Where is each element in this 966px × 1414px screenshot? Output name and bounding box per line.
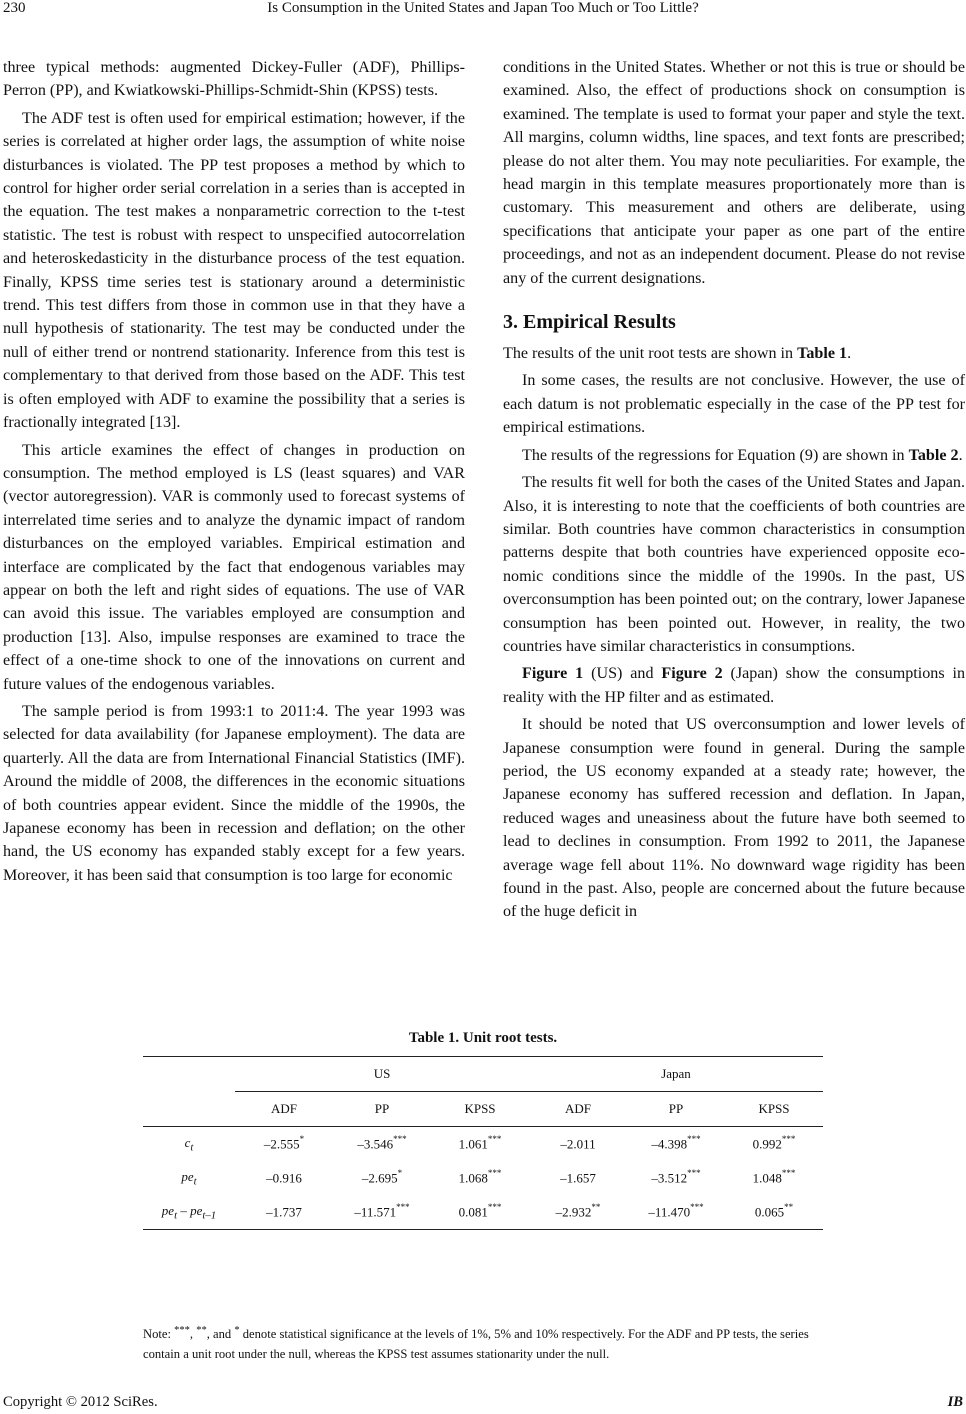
paragraph: In some cases, the results are not conclusive. However, the use of each datum is not problematic especially in the case of the PP test for empirical estimations. [503, 372, 965, 437]
group-us: US [235, 1057, 529, 1092]
column-header: PP [333, 1092, 431, 1127]
column-header: KPSS [431, 1092, 529, 1127]
table-cell: 0.992*** [725, 1127, 823, 1162]
page-header [0, 0, 966, 22]
table-cell: –11.571*** [333, 1195, 431, 1230]
paragraph: The ADF test is often used for empirical estimation; however, if the series is correlated at higher order lags, the assumption of white noise disturbances is violated. The PP test proposes a method by which to control for higher order serial correlation in a series than is accepted in the equation. The test makes a nonparametric correction to the t-test statistic. The test is robust with respect to unspecified autocorrelation and heteroskedasticity in the disturbance process of the test equation. Finally, KPSS time series test is stationary around a deterministic trend. This test differs from those in common use in that they have a null hypothesis of stationarity. The test may be conducted under the null of either trend or nontrend stationarity. Inference from this test is complementary to that derived from those based on the ADF. This test is often employed with ADF to examine the possibility that a series is fractionally integrated [13]. [3, 109, 465, 432]
table-cell: 0.065** [725, 1195, 823, 1230]
table-reference: Table 2 [908, 446, 959, 464]
figure-reference: Figure 2 [661, 665, 723, 683]
paragraph: three typical methods: augmented Dickey-Fuller (ADF), Phillips-Perron (PP), and Kwiatkowski-Phillips-Schmidt-Shin (KPSS) tests. [3, 59, 465, 100]
table-row [143, 1195, 823, 1230]
column-header: KPSS [725, 1092, 823, 1127]
column-header: ADF [235, 1092, 333, 1127]
running-title: Is Consumption in the United States and Japan Too Much or Too Little? [267, 0, 699, 16]
table-cell: –1.737 [235, 1195, 333, 1230]
journal-abbreviation: IB [947, 1394, 963, 1410]
table-cell: –4.398*** [627, 1127, 725, 1162]
paragraph: The results of the regressions for Equation (9) are shown in Table 2. [522, 446, 963, 464]
column-header: PP [627, 1092, 725, 1127]
row-label: $pe_t$ [181, 1168, 197, 1188]
section-heading: 3. Empirical Results [503, 311, 676, 334]
table-cell: –0.916 [266, 1170, 302, 1186]
paragraph: This article examines the effect of changes in production on consumption. The method employed is LS (least squares) and VAR (vector autoregression). VAR is commonly used to forecast systems of interrelated time series and to analyze the dynamic impact of random disturbances on the employed variables. Empirical estimation and interface are complicated by the fact that endogenous variables may appear on both the left and right sides of equations. The use of VAR can avoid this issue. The variables employed are consumption and production [13]. Also, impulse responses are examined to trace the effect of a one-time shock to one of the innovations on current and future values of the endogenous variables. [3, 441, 465, 693]
table-caption: Table 1. Unit root tests. [408, 1030, 558, 1046]
left-column [3, 56, 465, 891]
paragraph: Figure 1 (US) and Figure 2 (Japan) show the consumptions in reality with the HP filter and as estimated. [503, 665, 965, 706]
paragraph: conditions in the United States. Whether or not this is true or should be examined. Also, the effect of productions shock on consumption is examined. The template is used to format your paper and style the text. All margins, column widths, line spaces, and text fonts are prescribed; please do not alter them. You may note peculiarities. For example, the head margin in this template measures proportionately more than is customary. This measurement and others are deliberate, using specifications that anticipate your paper as one part of the entire proceedings, and not as an independent document. Please do not revise any of the current designations. [503, 59, 965, 287]
table-cell: –2.011 [529, 1127, 627, 1162]
table-cell: 1.048*** [752, 1168, 796, 1186]
table-cell: –3.546*** [333, 1127, 431, 1162]
page-footer [3, 1394, 963, 1411]
table-reference: Table 1 [797, 345, 848, 363]
paragraph: It should be noted that US overconsumption and lower levels of Japanese consumption were found in general. During the sample period, the US economy expanded at a steady rate; however, the Japanese economy has suffered recession and deflation. In Japan, reduced wages and uneasiness about the future have both seemed to lead to declines in consumption. From 1992 to 2011, the Japanese average wage fell about 11%. No downward wage rigidity has been found in the past. Also, people are concerned about the future because of the huge deficit in [503, 716, 965, 921]
paragraph: The results fit well for both the cases of the United States and Japan. Also, it is interesting to note that the coefficients of both countries are similar. Both countries have common characteristics in consumption patterns despite that both countries have experienced opposite economic conditions since the middle of the 1990s. In the past, US overconsumption has been pointed out; on the contrary, lower Japanese consumption has been pointed out. However, in reality, the two countries have similar characteristics in consumptions. [503, 474, 965, 655]
figure-reference: Figure 1 [522, 665, 584, 683]
table-group-header [143, 1057, 823, 1092]
table-cell: –2.555* [235, 1127, 333, 1162]
page-number: 230 [3, 0, 26, 16]
table-cell: –11.470*** [627, 1195, 725, 1230]
column-header: ADF [529, 1092, 627, 1127]
paragraph: The sample period is from 1993:1 to 2011:4. The year 1993 was selected for data availability (for Japanese employment). The data are quarterly. All the data are from International Financial Statistics (IMF). Around the middle of 2008, the differences in the economic situations of both countries appear evident. Since the middle of the 1990s, the Japanese economy has been in recession and deflation; on the other hand, the US economy has expanded stably except for a few years. Moreover, it has been said that consumption is too large for economic [3, 702, 465, 884]
table-cell: 1.068*** [458, 1168, 502, 1186]
table-row [143, 1127, 823, 1162]
table-cell: 1.061*** [431, 1127, 529, 1162]
copyright-notice: Copyright © 2012 SciRes. [3, 1394, 158, 1410]
table-cell: 0.081*** [431, 1195, 529, 1230]
group-japan: Japan [529, 1057, 823, 1092]
unit-root-table [143, 1056, 823, 1230]
row-label: $pe_t - pe_{t-1}$ [143, 1195, 235, 1230]
row-label: $c_t$ [143, 1127, 235, 1162]
table-row [143, 1161, 823, 1195]
table-cell: –1.657 [560, 1170, 596, 1186]
right-column [503, 56, 965, 928]
table-column-header [143, 1092, 823, 1127]
table-note: Note: ***, **, and * denote statistical significance at the levels of 1%, 5% and 10% respectively. For the ADF and PP tests, the series contain a unit root under the null, whereas the KPSS test assumes stationarity under the null. [143, 1325, 809, 1362]
table-cell: –3.512*** [651, 1168, 701, 1186]
table-cell: –2.932** [529, 1195, 627, 1230]
table-cell: –2.695* [361, 1168, 403, 1186]
paragraph: The results of the unit root tests are shown in Table 1. [503, 345, 852, 363]
